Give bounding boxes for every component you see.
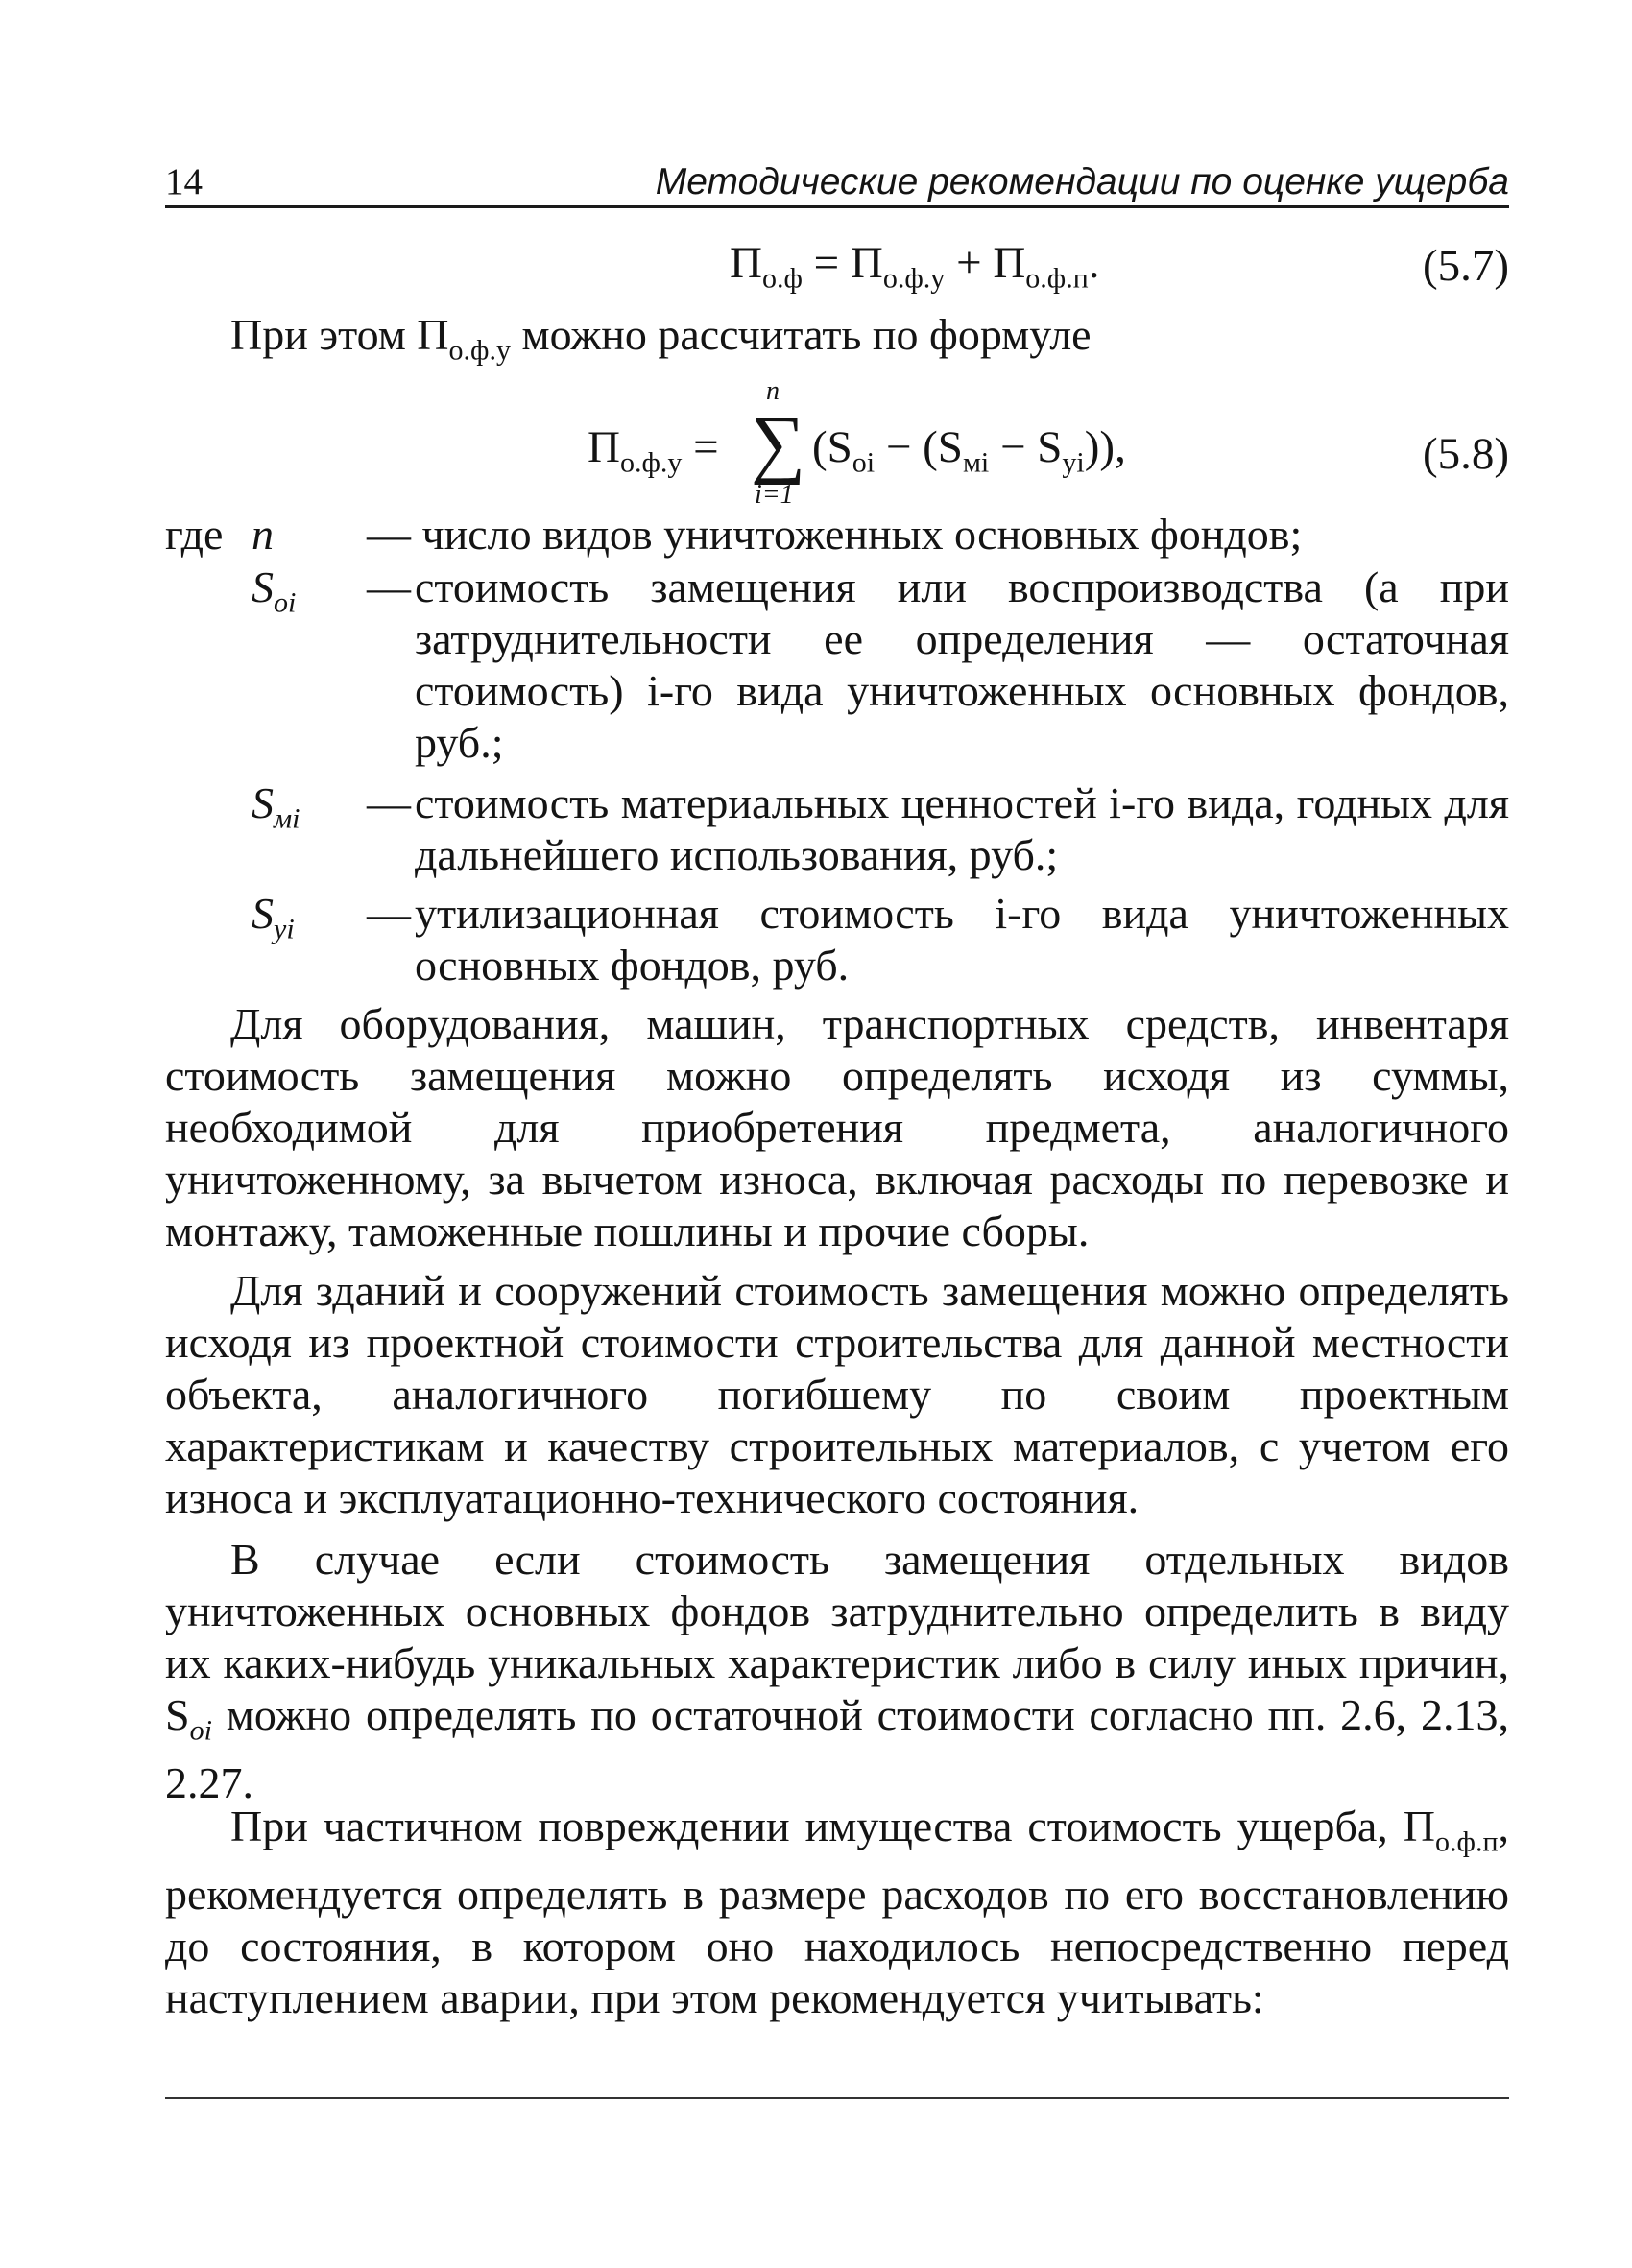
p3-before: В случае если стоимость замещения отдельных видов уничтоженных основных фондов затруднительно определить в виду их каких-нибудь уникальных характеристик либо в силу иных причин, S: [165, 1535, 1509, 1739]
equation-number-5-7: (5.7): [1422, 241, 1509, 291]
definition-s-yi-text: утилизационная стоимость i-го вида уничтоженных основных фондов, руб.: [415, 889, 1509, 990]
paragraph-buildings: Для зданий и сооружений стоимость замещения можно определять исходя из проектной стоимости строительства для данной местности объекта, аналогичного погибшему по своим проектным характеристикам и качеству строительных материалов, с учетом его износа и эксплуатационно-технического состояния.: [165, 1266, 1509, 1522]
eq58-s2-sub: мi: [962, 446, 990, 479]
running-title: Методические рекомендации по оценке ущерба: [655, 161, 1509, 203]
p3-after: можно определять по остаточной стоимости согласно пп. 2.6, 2.13, 2.27.: [165, 1690, 1509, 1807]
eq58-close: )),: [1084, 422, 1126, 472]
eq58-s3-sub: уi: [1062, 446, 1085, 479]
definition-n-text: — число видов уничтоженных основных фондов;: [367, 510, 1303, 559]
p4-after: , рекомендуется определять в размере расходов по его восстановлению до состояния, в котором оно находилось непосредственно перед наступлением аварии, при этом рекомендуется учитывать:: [165, 1802, 1509, 2022]
paragraph-partial-damage: [165, 1801, 1509, 2024]
eq57-equals: = П: [802, 238, 883, 288]
sum-sign: ∑: [751, 401, 806, 486]
definition-symbol-s-mi: $S_{мi}$: [252, 778, 300, 835]
definition-where-label: где: [165, 510, 224, 559]
eq57-lhs: П: [730, 238, 762, 288]
equation-5-7: [730, 236, 1100, 306]
eq57-lhs-sub: о.ф: [761, 262, 803, 295]
formula-intro: [230, 309, 1478, 377]
eq58-lhs-sub: о.ф.у: [619, 446, 683, 479]
intro-after: можно рассчитать по формуле: [510, 310, 1092, 359]
definition-dash: —: [367, 562, 411, 611]
definition-symbol-s-yi: $S_{уi}$: [252, 889, 295, 945]
equation-5-8-body: [812, 420, 1126, 490]
eq57-term2-sub: о.ф.п: [1025, 262, 1089, 295]
definition-s-mi-text: стоимость материальных ценностей i-го вида, годных для дальнейшего использования, руб.;: [415, 778, 1509, 879]
p3-sub: oi: [189, 1714, 212, 1747]
footer-rule: [165, 2097, 1509, 2099]
p4-before: При частичном повреждении имущества стоимость ущерба, П: [230, 1802, 1435, 1850]
eq58-s1-sub: oi: [852, 446, 876, 479]
equation-5-8-lhs: [588, 420, 719, 490]
eq57-end: .: [1088, 238, 1100, 288]
equation-number-5-8: (5.8): [1422, 429, 1509, 479]
intro-before: При этом П: [230, 310, 449, 359]
eq58-minus1: − (S: [875, 422, 963, 472]
eq57-plus: + П: [945, 238, 1026, 288]
eq58-lhs: П: [588, 422, 620, 472]
paragraph-residual-value: [165, 1534, 1509, 1809]
definition-s-oi-text: стоимость замещения или воспроизводства (а при затруднительности ее определения — остаточная стоимость) i-го вида уничтоженных основных фондов, руб.;: [415, 562, 1509, 767]
eq57-term1-sub: о.ф.у: [882, 262, 946, 295]
p4-sub: о.ф.п: [1435, 1826, 1499, 1858]
page-header: [165, 159, 1509, 208]
sum-lower-limit: i=1: [755, 480, 794, 510]
sum-upper-limit: n: [766, 376, 780, 406]
eq58-minus2: − S: [989, 422, 1063, 472]
paragraph-equipment: Для оборудования, машин, транспортных средств, инвентаря стоимость замещения можно определять исходя из суммы, необходимой для приобретения предмета, аналогичного уничтоженному, за вычетом износа, включая расходы по перевозке и монтажу, таможенные пошлины и прочие сборы.: [165, 999, 1509, 1255]
definition-dash: —: [367, 778, 411, 827]
intro-sub: о.ф.у: [448, 334, 511, 367]
eq58-equals: =: [682, 422, 719, 472]
definition-dash: —: [367, 889, 411, 938]
definition-symbol-n: n: [252, 510, 274, 559]
page-number: 14: [165, 161, 203, 203]
definition-symbol-s-oi: $S_{oi}$: [252, 562, 297, 619]
eq58-open: (S: [812, 422, 852, 472]
